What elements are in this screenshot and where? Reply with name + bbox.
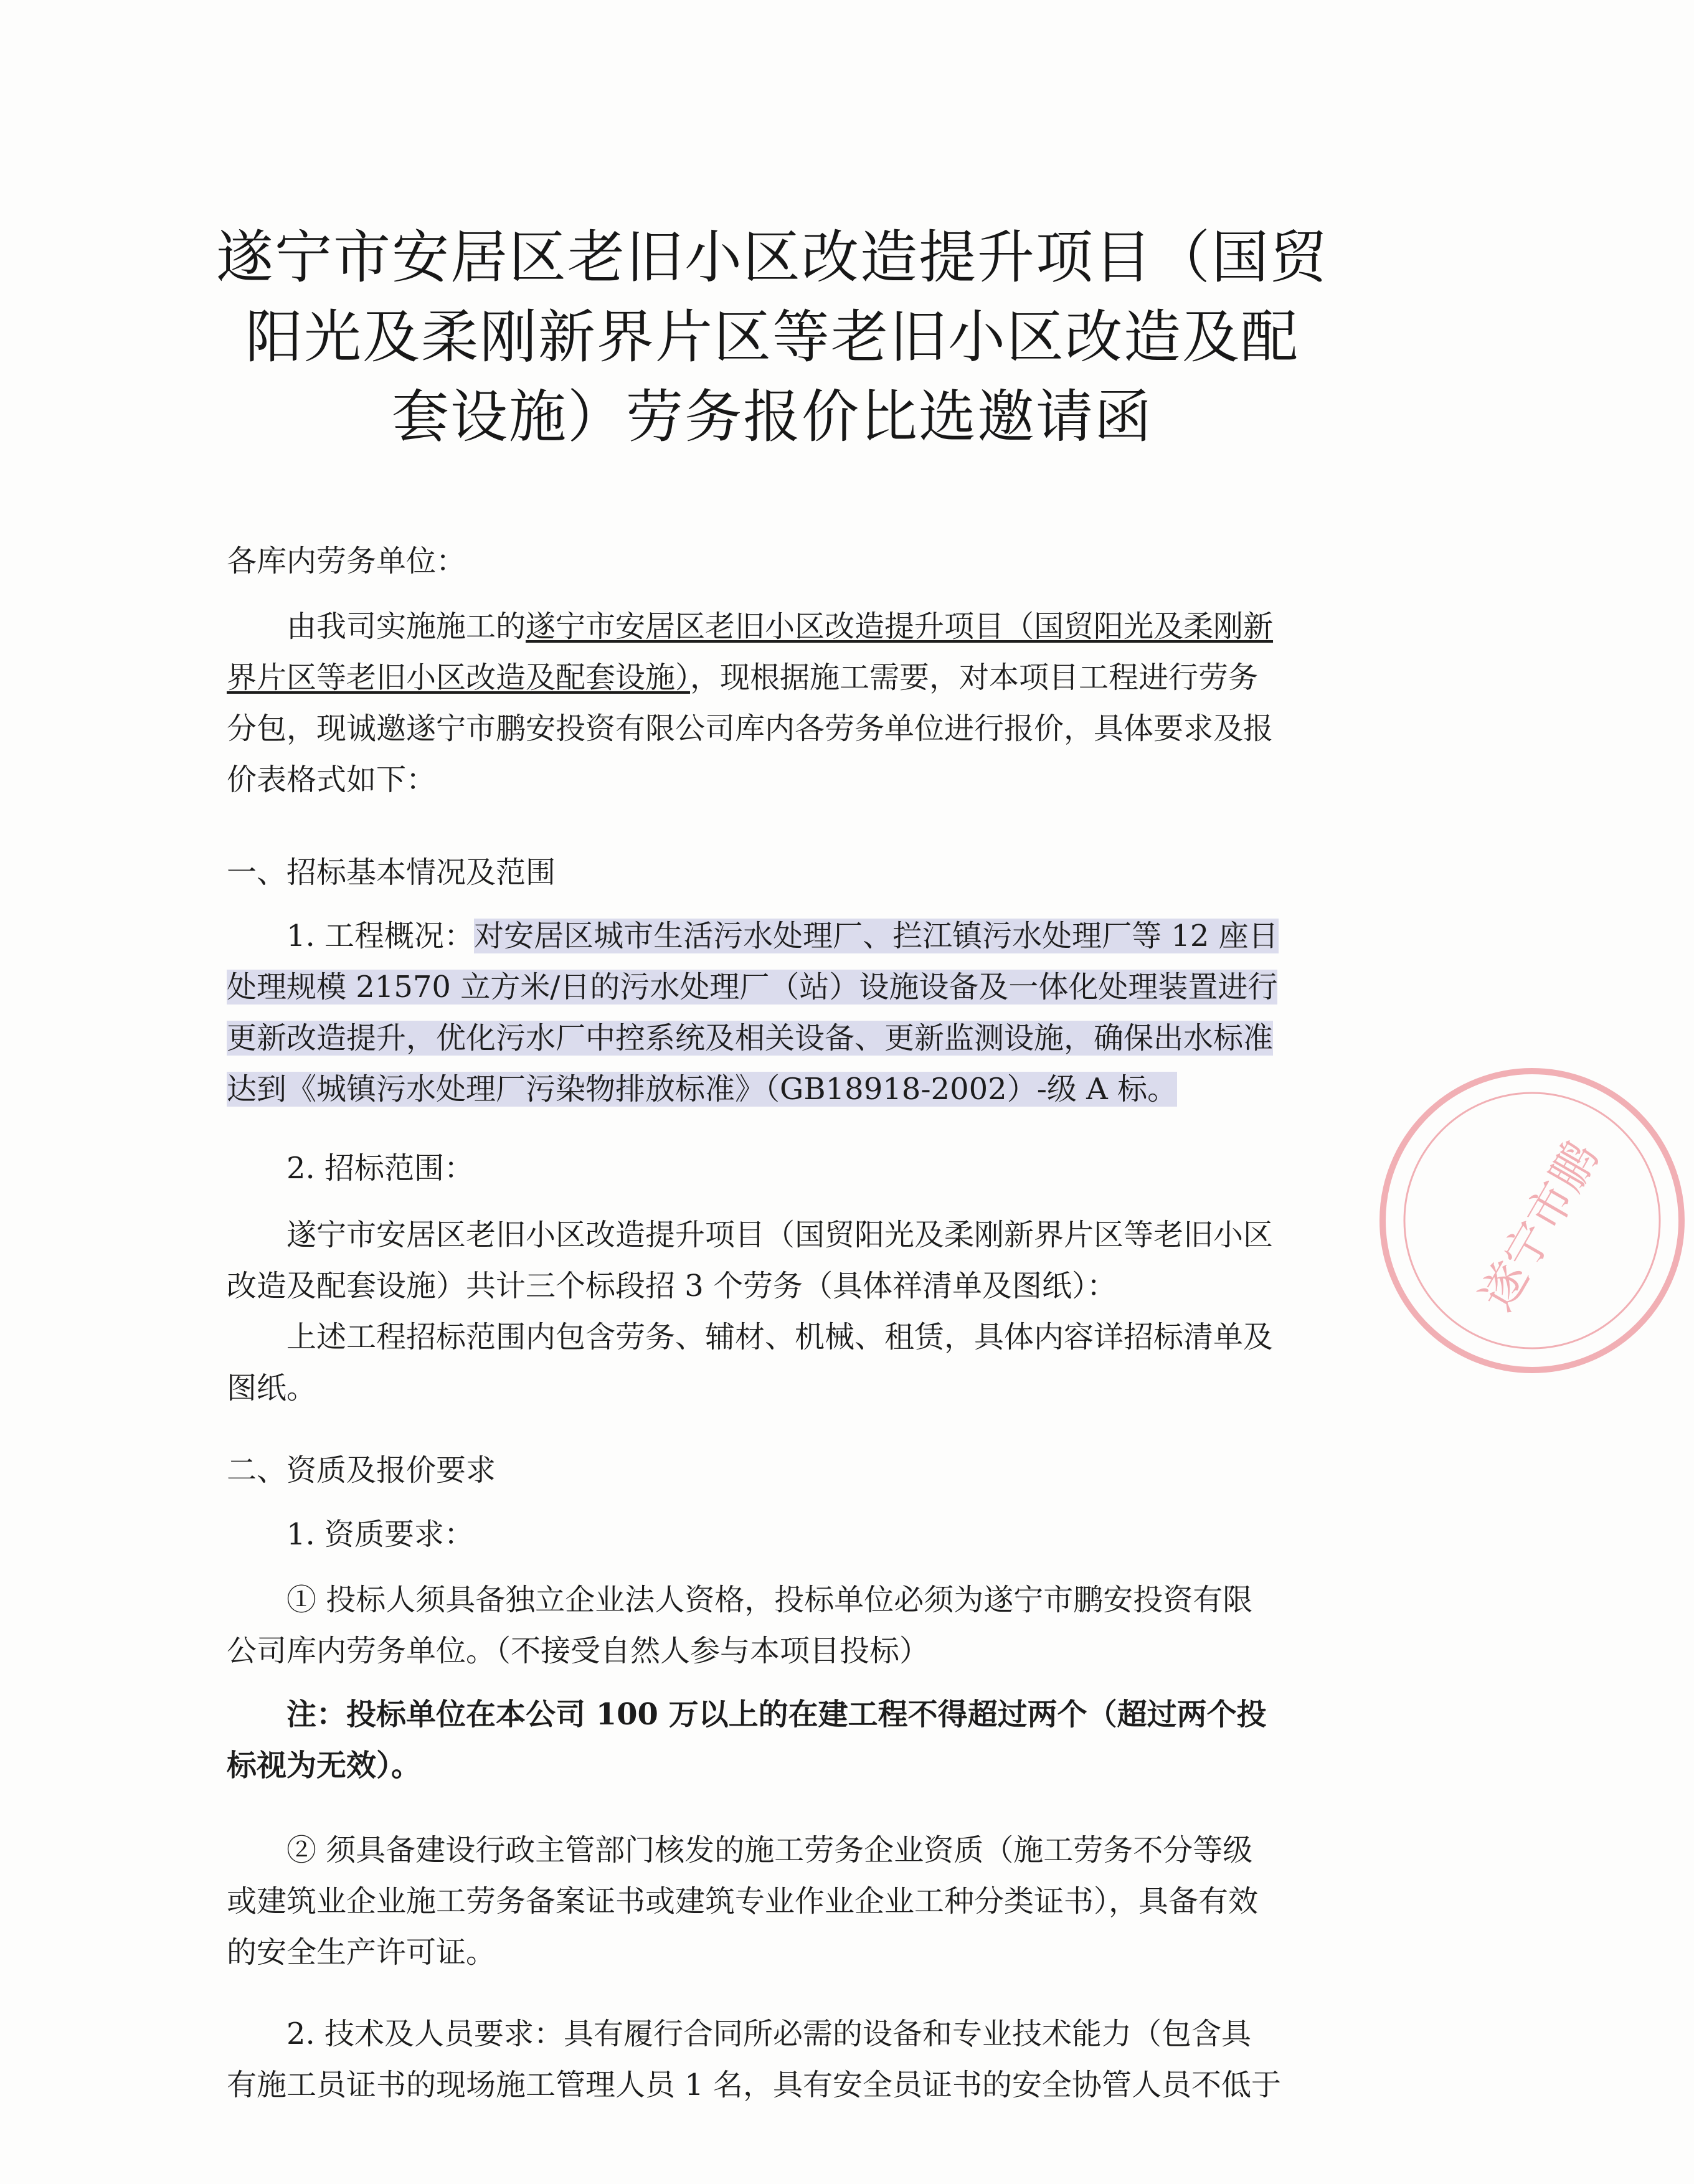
intro-line-2: 界片区等老旧小区改造及配套设施），现根据施工需要，对本项目工程进行劳务 — [227, 660, 1259, 695]
requirement-1: ① 投标人须具备独立企业法人资格，投标单位必须为遂宁市鹏安投资有限 公司库内劳务单位。（不接受自然人参与本项目投标） — [227, 1582, 1253, 1668]
section-1-heading: 一、招标基本情况及范围 — [227, 855, 556, 890]
highlighted-overview-text: 对安居区城市生活污水处理厂、拦江镇污水处理厂等 12 座日 — [474, 919, 1279, 953]
overview-label: 1. 工程概况： — [286, 919, 475, 953]
technical-requirements: 2. 技术及人员要求：具有履行合同所必需的设备和专业技术能力（包含具 有施工员证书的现场施工管理人员 1 名，具有安全员证书的安全协管人员不低于 — [227, 2016, 1282, 2102]
project-overview: 1. 工程概况：对安居区城市生活污水处理厂、拦江镇污水处理厂等 12 座日 处理规模 21570 立方米/日的污水处理厂（站）设施设备及一体化处理装置进行 更新改造提升，优化污水厂中控系统及相关设备、更新监测设施，确保出水标准 达到《城镇污水处理厂污染物排放标准》（GB18918-2002）-级 A 标。 — [227, 919, 1279, 1107]
requirement-2: ② 须具备建设行政主管部门核发的施工劳务企业资质（施工劳务不分等级 或建筑业企业施工劳务备案证书或建筑专业作业企业工种分类证书），具备有效 的安全生产许可证。 — [227, 1833, 1259, 1970]
project-name-underlined: 遂宁市安居区老旧小区改造提升项目（国贸阳光及柔刚新 — [526, 609, 1274, 644]
section-2-heading: 二、资质及报价要求 — [227, 1453, 496, 1488]
company-seal-stamp — [1370, 1059, 1694, 1383]
intro-line-4: 价表格式如下： — [227, 762, 437, 797]
qualification-label: 1. 资质要求： — [286, 1517, 475, 1552]
intro-line-3: 分包，现诚邀遂宁市鹏安投资有限公司库内各劳务单位进行报价，具体要求及报 — [227, 711, 1274, 746]
intro-line-1: 由我司实施施工的遂宁市安居区老旧小区改造提升项目（国贸阳光及柔刚新 — [286, 609, 1274, 644]
scope-label: 2. 招标范围： — [286, 1151, 475, 1186]
intro-paragraph — [227, 601, 1320, 805]
note-paragraph: 注：投标单位在本公司 100 万以上的在建工程不得超过两个（超过两个投 标视为无效）。 — [227, 1697, 1267, 1783]
document-title — [187, 218, 1358, 457]
scope-paragraph: 遂宁市安居区老旧小区改造提升项目（国贸阳光及柔刚新界片区等老旧小区 改造及配套设施）共计三个标段招 3 个劳务（具体祥清单及图纸）： 上述工程招标范围内包含劳务、辅材、机械、租赁，具体内容详招标清单及 图纸。 — [227, 1217, 1274, 1406]
salutation: 各库内劳务单位： — [227, 544, 466, 579]
seal-text: 遂宁市鹏 — [1470, 1133, 1609, 1320]
title-line-3: 套设施）劳务报价比选邀请函 — [391, 384, 1153, 450]
title-line-2: 阳光及柔刚新界片区等老旧小区改造及配 — [245, 304, 1299, 371]
title-line-1: 遂宁市安居区老旧小区改造提升项目（国贸 — [215, 224, 1328, 291]
